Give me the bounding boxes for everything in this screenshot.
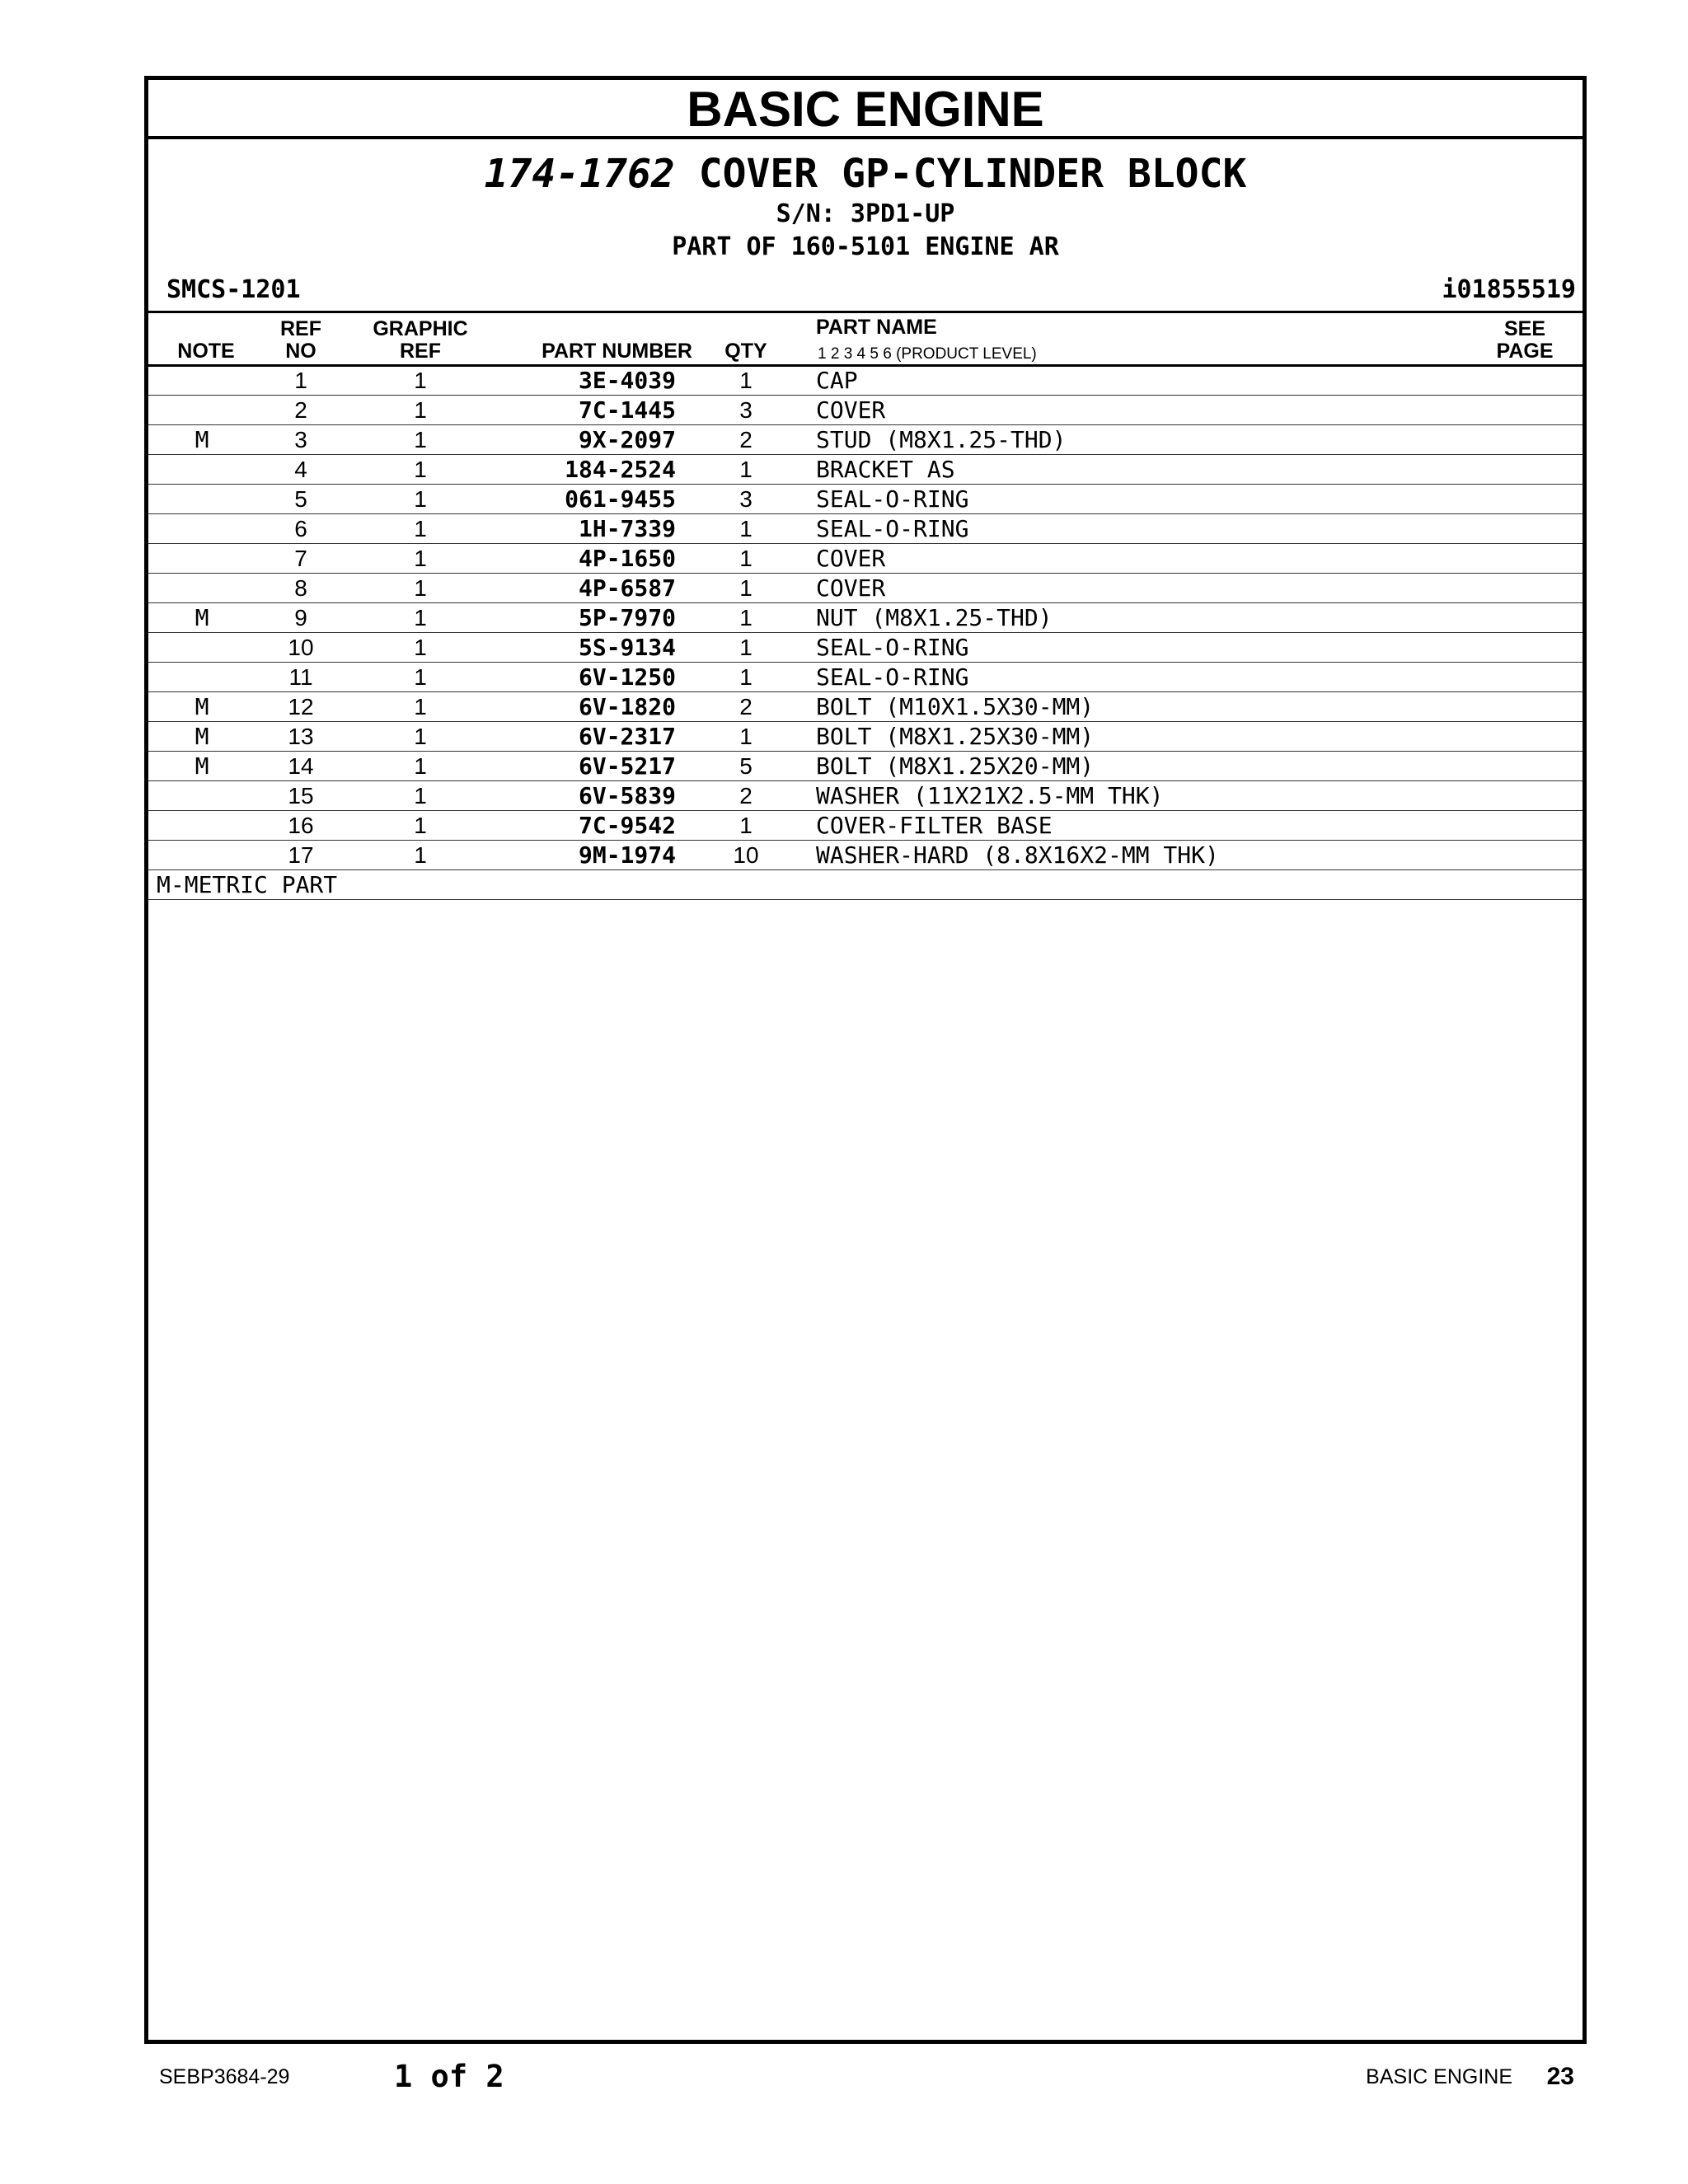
cell-ref-no: 13 bbox=[288, 724, 314, 749]
cell-part-name: BRACKET AS bbox=[816, 456, 955, 483]
cell-ref-no: 4 bbox=[294, 457, 307, 482]
cell-part-number: 6V-1250 bbox=[578, 663, 676, 691]
table-row bbox=[148, 633, 1582, 663]
cell-ref-no: 9 bbox=[294, 605, 307, 630]
cell-ref-no: 12 bbox=[288, 694, 314, 719]
cell-part-number: 6V-5217 bbox=[578, 752, 676, 780]
table-row bbox=[148, 574, 1582, 603]
parts-table bbox=[148, 366, 1582, 900]
table-row bbox=[148, 752, 1582, 781]
cell-part-number: 4P-6587 bbox=[578, 574, 676, 602]
cell-qty: 1 bbox=[739, 605, 753, 630]
table-row bbox=[148, 396, 1582, 425]
cell-ref-no: 11 bbox=[288, 664, 313, 690]
cell-note: M bbox=[195, 723, 209, 750]
cell-part-number: 5S-9134 bbox=[578, 634, 676, 661]
col-ref-no-line2: NO bbox=[285, 340, 316, 363]
cell-ref-no: 14 bbox=[288, 753, 314, 779]
cell-part-name: BOLT (M8X1.25X20-MM) bbox=[816, 752, 1095, 780]
cell-graphic-ref: 1 bbox=[414, 664, 427, 690]
cell-part-name: COVER-FILTER BASE bbox=[816, 812, 1053, 839]
cell-graphic-ref: 1 bbox=[414, 397, 427, 423]
cell-graphic-ref: 1 bbox=[414, 575, 427, 601]
cell-part-number: 6V-2317 bbox=[578, 723, 676, 750]
cell-qty: 2 bbox=[739, 427, 753, 452]
cell-qty: 1 bbox=[739, 724, 753, 749]
cell-part-number: 6V-5839 bbox=[578, 782, 676, 809]
cell-graphic-ref: 1 bbox=[414, 753, 427, 779]
footer-page-number: 23 bbox=[1546, 2063, 1574, 2090]
col-qty: QTY bbox=[724, 340, 767, 363]
table-row bbox=[148, 811, 1582, 841]
cell-part-name: SEAL-O-RING bbox=[816, 663, 969, 691]
cell-part-number: 061-9455 bbox=[565, 485, 676, 513]
cell-graphic-ref: 1 bbox=[414, 516, 427, 541]
cell-part-name: BOLT (M10X1.5X30-MM) bbox=[816, 693, 1095, 720]
cell-qty: 10 bbox=[733, 842, 759, 868]
cell-ref-no: 5 bbox=[294, 486, 307, 512]
cell-part-name: WASHER (11X21X2.5-MM THK) bbox=[816, 782, 1164, 809]
header-top-rule bbox=[148, 311, 1582, 313]
col-see-page-line1: SEE bbox=[1503, 317, 1546, 340]
cell-ref-no: 15 bbox=[288, 783, 314, 808]
part-of: PART OF 160-5101 ENGINE AR bbox=[672, 232, 1059, 261]
cell-part-number: 6V-1820 bbox=[578, 693, 676, 720]
table-row bbox=[148, 692, 1582, 722]
col-product-level: 1 2 3 4 5 6 (PRODUCT LEVEL) bbox=[818, 345, 1037, 363]
footnote-metric: M-METRIC PART bbox=[157, 871, 338, 898]
table-row bbox=[148, 663, 1582, 692]
cell-part-number: 3E-4039 bbox=[578, 367, 676, 394]
cell-part-name: NUT (M8X1.25-THD) bbox=[816, 604, 1053, 631]
cell-graphic-ref: 1 bbox=[414, 546, 427, 571]
cell-qty: 1 bbox=[739, 664, 753, 690]
cell-qty: 3 bbox=[739, 486, 753, 512]
cell-ref-no: 6 bbox=[294, 516, 307, 541]
cell-graphic-ref: 1 bbox=[414, 368, 427, 393]
group-part-number: 174-1762 bbox=[484, 151, 675, 197]
cell-qty: 3 bbox=[739, 397, 753, 423]
cell-ref-no: 10 bbox=[288, 635, 314, 660]
cell-ref-no: 17 bbox=[288, 842, 314, 868]
table-row bbox=[148, 544, 1582, 574]
table-row bbox=[148, 722, 1582, 752]
group-title bbox=[148, 150, 1582, 198]
col-see-page-line2: PAGE bbox=[1496, 340, 1554, 363]
cell-part-name: SEAL-O-RING bbox=[816, 515, 969, 542]
cell-qty: 1 bbox=[739, 575, 753, 601]
table-row bbox=[148, 514, 1582, 544]
cell-part-number: 5P-7970 bbox=[578, 604, 676, 631]
cell-part-name: CAP bbox=[816, 367, 858, 394]
col-ref-no-line1: REF bbox=[280, 317, 321, 340]
cell-qty: 5 bbox=[739, 753, 753, 779]
col-part-name: PART NAME bbox=[816, 316, 937, 339]
cell-part-number: 9M-1974 bbox=[578, 841, 676, 869]
cell-qty: 1 bbox=[739, 516, 753, 541]
illustration-id: i01855519 bbox=[1442, 275, 1576, 304]
cell-qty: 1 bbox=[739, 457, 753, 482]
table-row bbox=[148, 425, 1582, 455]
cell-ref-no: 3 bbox=[294, 427, 307, 452]
cell-ref-no: 16 bbox=[288, 813, 314, 838]
cell-part-number: 7C-1445 bbox=[578, 396, 676, 424]
cell-graphic-ref: 1 bbox=[414, 842, 427, 868]
table-row bbox=[148, 781, 1582, 811]
cell-ref-no: 8 bbox=[294, 575, 307, 601]
cell-part-number: 4P-1650 bbox=[578, 545, 676, 572]
cell-graphic-ref: 1 bbox=[414, 783, 427, 808]
serial-number: S/N: 3PD1-UP bbox=[776, 199, 955, 228]
table-row bbox=[148, 455, 1582, 485]
cell-qty: 1 bbox=[739, 368, 753, 393]
cell-note: M bbox=[195, 604, 209, 631]
cell-graphic-ref: 1 bbox=[414, 635, 427, 660]
cell-graphic-ref: 1 bbox=[414, 427, 427, 452]
cell-qty: 1 bbox=[739, 635, 753, 660]
cell-graphic-ref: 1 bbox=[414, 694, 427, 719]
cell-part-name: COVER bbox=[816, 396, 886, 424]
cell-ref-no: 2 bbox=[294, 397, 307, 423]
cell-part-number: 184-2524 bbox=[565, 456, 676, 483]
cell-qty: 2 bbox=[739, 783, 753, 808]
col-ref-no bbox=[268, 318, 334, 363]
cell-part-name: WASHER-HARD (8.8X16X2-MM THK) bbox=[816, 841, 1219, 869]
cell-graphic-ref: 1 bbox=[414, 486, 427, 512]
cell-part-name: SEAL-O-RING bbox=[816, 634, 969, 661]
cell-qty: 1 bbox=[739, 546, 753, 571]
cell-part-name: COVER bbox=[816, 574, 886, 602]
cell-part-name: SEAL-O-RING bbox=[816, 485, 969, 513]
footnote-row bbox=[148, 870, 1582, 900]
table-row bbox=[148, 603, 1582, 633]
cell-part-name: STUD (M8X1.25-THD) bbox=[816, 426, 1067, 453]
cell-graphic-ref: 1 bbox=[414, 813, 427, 838]
col-graphic-ref bbox=[371, 318, 470, 363]
footer-page-of: 1 of 2 bbox=[394, 2059, 504, 2094]
page-frame bbox=[144, 76, 1587, 2044]
cell-graphic-ref: 1 bbox=[414, 605, 427, 630]
cell-note: M bbox=[195, 693, 209, 720]
table-row bbox=[148, 366, 1582, 396]
smcs-code: SMCS-1201 bbox=[166, 275, 301, 304]
cell-part-name: COVER bbox=[816, 545, 886, 572]
cell-graphic-ref: 1 bbox=[414, 457, 427, 482]
col-note: NOTE bbox=[177, 340, 235, 363]
table-row bbox=[148, 485, 1582, 514]
section-banner: BASIC ENGINE bbox=[148, 80, 1582, 139]
col-graphic-ref-line1: GRAPHIC bbox=[373, 317, 468, 340]
cell-ref-no: 7 bbox=[294, 546, 307, 571]
col-graphic-ref-line2: REF bbox=[400, 340, 441, 363]
cell-ref-no: 1 bbox=[294, 368, 307, 393]
table-row bbox=[148, 841, 1582, 870]
footer-section: BASIC ENGINE bbox=[1366, 2065, 1512, 2088]
group-name: COVER GP-CYLINDER BLOCK bbox=[698, 151, 1247, 197]
cell-qty: 2 bbox=[739, 694, 753, 719]
col-part-number: PART NUMBER bbox=[542, 340, 692, 363]
cell-part-number: 1H-7339 bbox=[578, 515, 676, 542]
cell-note: M bbox=[195, 752, 209, 780]
cell-part-number: 9X-2097 bbox=[578, 426, 676, 453]
cell-graphic-ref: 1 bbox=[414, 724, 427, 749]
cell-part-name: BOLT (M8X1.25X30-MM) bbox=[816, 723, 1095, 750]
cell-note: M bbox=[195, 426, 209, 453]
cell-qty: 1 bbox=[739, 813, 753, 838]
cell-part-number: 7C-9542 bbox=[578, 812, 676, 839]
col-see-page bbox=[1484, 318, 1566, 363]
footer-doc-id: SEBP3684-29 bbox=[159, 2065, 290, 2088]
